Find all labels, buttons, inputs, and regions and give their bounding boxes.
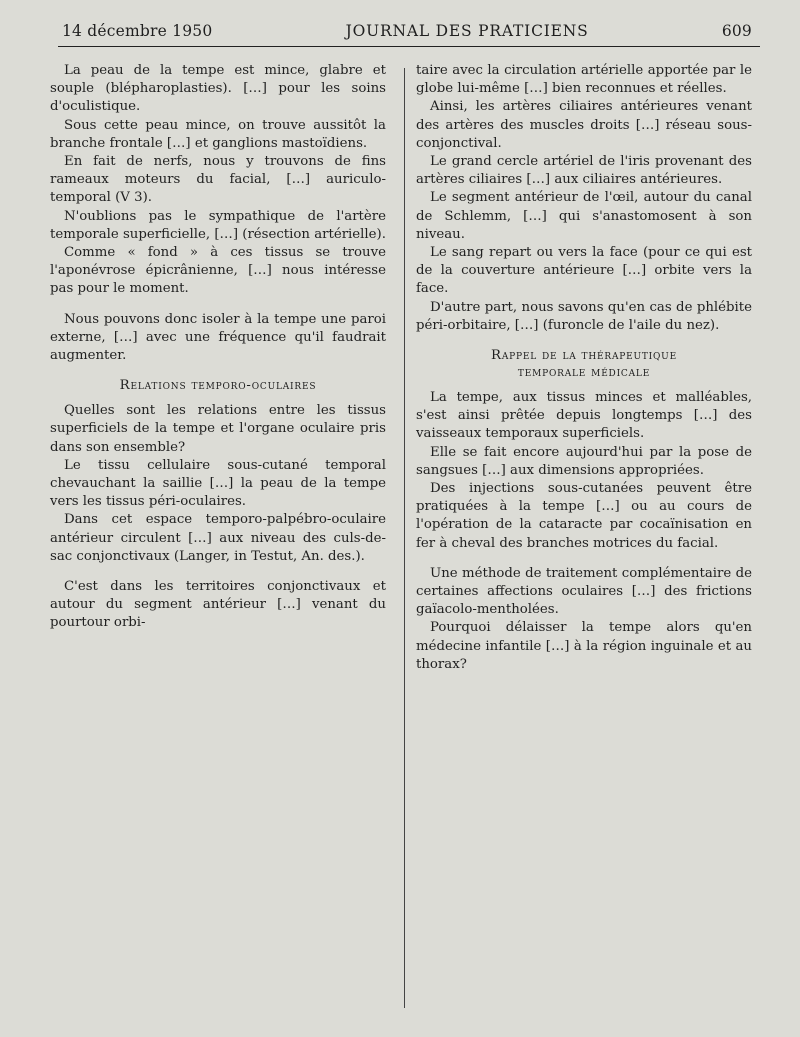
paragraph: Elle se fait encore aujourd'hui par la pose de sangsues […] aux dimensions appropriées. (416, 444, 752, 478)
page-number: 609 (721, 22, 752, 40)
header-rule (58, 46, 760, 47)
paragraph: Sous cette peau mince, on trouve aussitôt la branche frontale […] et ganglions mastoïdiens. (50, 117, 386, 151)
paragraph: Le segment antérieur de l'œil, autour du canal de Schlemm, […] qui s'anastomosent à son niveau. (416, 190, 752, 242)
paragraph: Dans cet espace temporo-palpébro-oculaire antérieur circulent […] aux niveau des culs-de-sac conjonctivaux (Langer, in Testut, An. des.). (50, 512, 386, 564)
section-heading: Relations temporo-oculaires (119, 378, 317, 394)
paragraph: Le grand cercle artériel de l'iris provenant des artères ciliaires […] aux ciliaires antérieures. (416, 154, 752, 188)
paragraph: Des injections sous-cutanées peuvent être pratiquées à la tempe […] ou au cours de l'opération de la cataracte par cocaïnisation en fer à cheval des branches motrices du facial. (416, 481, 752, 551)
paragraph: La tempe, aux tissus minces et malléables, s'est ainsi prêtée depuis longtemps […] des vaisseaux temporaux superficiels. (416, 390, 752, 442)
running-header (62, 18, 752, 44)
paragraph: Pourquoi délaisser la tempe alors qu'en médecine infantile […] à la région inguinale et au thorax? (416, 620, 752, 672)
paragraph: taire avec la circulation artérielle apportée par le globe lui-même […] bien reconnues et réelles. (416, 63, 752, 97)
paragraph: En fait de nerfs, nous y trouvons de fins rameaux moteurs du facial, […] auriculo-temporal (V 3). (50, 154, 386, 206)
paragraph: Le tissu cellulaire sous-cutané temporal chevauchant la saillie […] la peau de la tempe vers les tissus péri-oculaires. (50, 457, 386, 510)
paragraph: Comme « fond » à ces tissus se trouve l'aponévrose épicrânienne, […] nous intéresse pas pour le moment. (50, 245, 386, 297)
paragraph: Nous pouvons donc isoler à la tempe une paroi externe, […] avec une fréquence qu'il faudrait augmenter. (50, 311, 386, 364)
right-column (416, 62, 752, 674)
paragraph: Ainsi, les artères ciliaires antérieures venant des artères des muscles droits […] réseau sous-conjonctival. (416, 99, 752, 151)
section-heading-line: Rappel de la thérapeutique (491, 348, 677, 364)
paragraph: Quelles sont les relations entre les tissus superficiels de la tempe et l'organe oculaire pris dans son ensemble? (50, 403, 386, 455)
paragraph: Une méthode de traitement complémentaire de certaines affections oculaires […] des frictions gaïacolo-mentholées. (416, 565, 752, 618)
section-heading (416, 347, 752, 381)
paragraph: N'oublions pas le sympathique de l'artère temporale superficielle, […] (résection artérielle). (50, 208, 386, 242)
paragraph: La peau de la tempe est mince, glabre et souple (blépharoplasties). […] pour les soins d'oculistique. (50, 63, 386, 115)
column-divider (404, 68, 405, 1008)
header-date: 14 décembre 1950 (62, 22, 213, 40)
left-column (50, 62, 386, 633)
paragraph: Le sang repart ou vers la face (pour ce qui est de la couverture antérieure […] orbite vers la face. (416, 245, 752, 297)
paragraph: C'est dans les territoires conjonctivaux et autour du segment antérieur […] venant du pourtour orbi- (50, 579, 386, 631)
paragraph: D'autre part, nous savons qu'en cas de phlébite péri-orbitaire, […] (furoncle de l'aile du nez). (416, 299, 752, 333)
journal-title: JOURNAL DES PRATICIENS (345, 22, 589, 40)
section-heading-line: temporale médicale (517, 365, 651, 381)
